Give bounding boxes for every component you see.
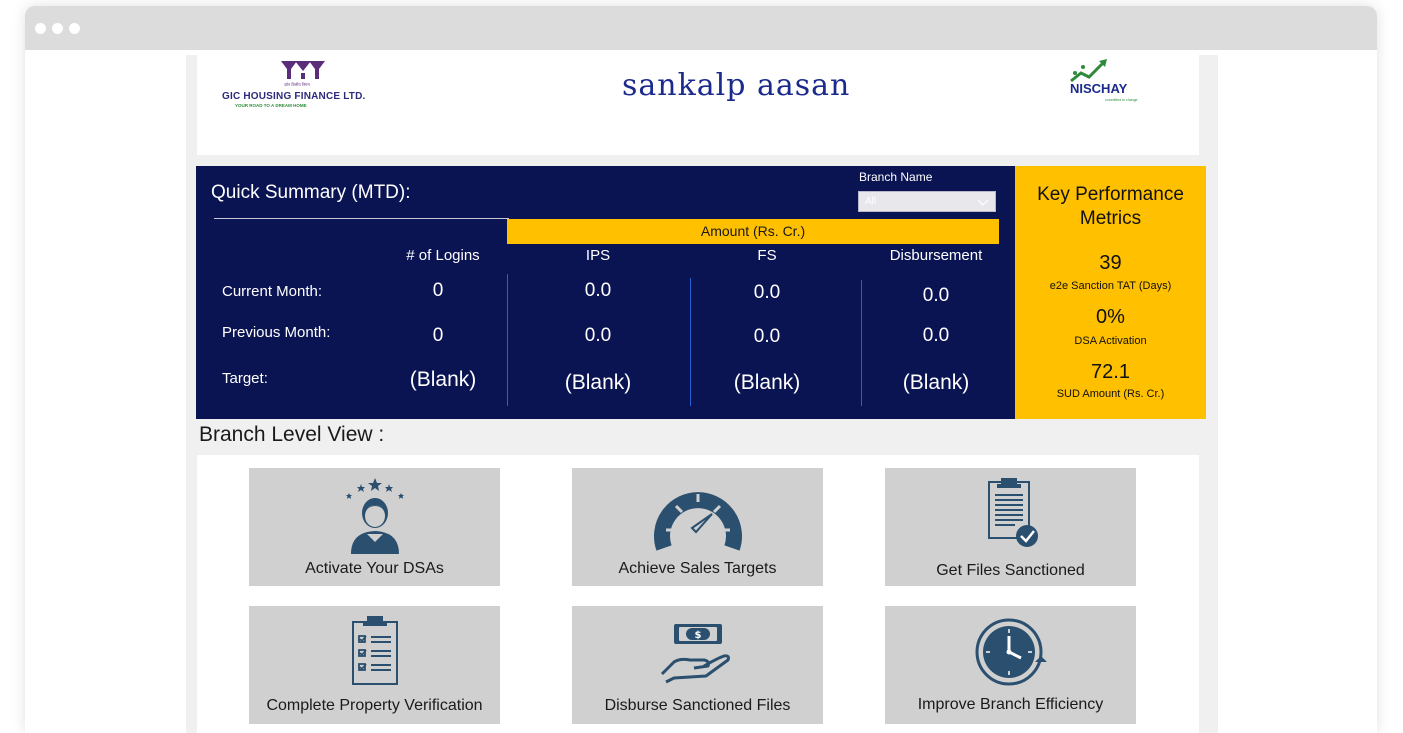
window-dot-icon[interactable] xyxy=(52,23,63,34)
summary-divider xyxy=(214,218,509,219)
branch-filter-label: Branch Name xyxy=(859,170,933,184)
checklist-icon xyxy=(347,614,403,688)
nischay-tagline: committed to change xyxy=(1105,98,1138,102)
browser-titlebar xyxy=(25,6,1377,50)
window-dot-icon[interactable] xyxy=(35,23,46,34)
tile-improve-branch-efficiency[interactable] xyxy=(885,606,1136,724)
quick-summary-title: Quick Summary (MTD): xyxy=(211,182,411,203)
report-canvas xyxy=(186,55,1218,733)
row-label-target: Target: xyxy=(222,370,268,387)
clock-icon xyxy=(971,614,1051,688)
gic-housing-logo xyxy=(222,59,392,119)
speedometer-icon xyxy=(652,476,744,556)
branch-actions-area xyxy=(197,455,1199,733)
nischay-logo xyxy=(1067,59,1147,109)
amount-header: Amount (Rs. Cr.) xyxy=(507,219,999,244)
target-disbursement-value: (Blank) xyxy=(902,371,970,394)
kpi-dsa-activation-value: 0% xyxy=(1096,306,1125,328)
kpi-dsa-activation-label: DSA Activation xyxy=(1074,335,1147,347)
money-hand-icon xyxy=(660,614,736,684)
kpi-title: Key Performance Metrics xyxy=(1037,184,1184,229)
gic-houses-icon xyxy=(279,59,327,83)
clipboard-check-icon xyxy=(981,476,1041,550)
tile-label: Complete Property Verification xyxy=(266,697,483,714)
tile-activate-dsas[interactable] xyxy=(249,468,500,586)
gic-small-text: ज़ोन वित्तीय निगम xyxy=(284,82,310,87)
previous-ips-value: 0.0 xyxy=(584,325,612,346)
column-header-ips: IPS xyxy=(585,247,611,264)
gic-company-name: GIC HOUSING FINANCE LTD. xyxy=(222,91,366,102)
current-ips-value: 0.0 xyxy=(584,280,612,301)
tile-get-files-sanctioned[interactable] xyxy=(885,468,1136,586)
kpi-panel xyxy=(1015,166,1206,419)
star-person-icon xyxy=(339,476,411,554)
current-disbursement-value: 0.0 xyxy=(922,285,950,306)
window-dot-icon[interactable] xyxy=(69,23,80,34)
row-label-current-month: Current Month: xyxy=(222,283,323,300)
report-header xyxy=(197,55,1199,155)
branch-dropdown-value: All xyxy=(865,196,877,207)
tile-achieve-sales-targets[interactable] xyxy=(572,468,823,586)
column-header-fs: FS xyxy=(757,247,777,264)
browser-window xyxy=(25,6,1377,733)
tile-disburse-sanctioned-files[interactable] xyxy=(572,606,823,724)
current-logins-value: 0 xyxy=(432,280,444,301)
tile-label: Improve Branch Efficiency xyxy=(917,696,1104,713)
chevron-down-icon xyxy=(976,195,990,209)
column-divider xyxy=(690,278,691,406)
branch-name-dropdown[interactable] xyxy=(858,191,996,212)
target-ips-value: (Blank) xyxy=(564,371,632,394)
tile-label: Get Files Sanctioned xyxy=(936,562,1085,579)
column-divider xyxy=(861,280,862,406)
target-logins-value: (Blank) xyxy=(409,368,477,391)
kpi-sud-amount-label: SUD Amount (Rs. Cr.) xyxy=(1056,388,1165,400)
kpi-sanction-tat-value: 39 xyxy=(1099,252,1122,274)
tile-label: Achieve Sales Targets xyxy=(618,560,777,577)
current-fs-value: 0.0 xyxy=(753,282,781,303)
target-fs-value: (Blank) xyxy=(733,371,801,394)
branch-level-view-title: Branch Level View : xyxy=(199,423,385,446)
column-header-disbursement: Disbursement xyxy=(889,247,983,264)
gic-tagline: YOUR ROAD TO A DREAM HOME xyxy=(235,103,307,108)
column-divider xyxy=(507,274,508,406)
svg-text:$: $ xyxy=(694,630,701,641)
app-title: sankalp aasan xyxy=(622,68,851,103)
nischay-name: NISCHAY xyxy=(1070,81,1128,96)
tile-label: Disburse Sanctioned Files xyxy=(604,697,791,714)
previous-logins-value: 0 xyxy=(432,325,444,346)
previous-disbursement-value: 0.0 xyxy=(922,325,950,346)
previous-fs-value: 0.0 xyxy=(753,326,781,347)
kpi-sanction-tat-label: e2e Sanction TAT (Days) xyxy=(1049,280,1172,292)
quick-summary-panel xyxy=(196,166,1015,419)
kpi-sud-amount-value: 72.1 xyxy=(1091,361,1130,383)
tile-complete-property-verification[interactable] xyxy=(249,606,500,724)
column-header-logins: # of Logins xyxy=(406,247,480,264)
tile-label: Activate Your DSAs xyxy=(305,560,444,577)
page-viewport xyxy=(25,50,1377,733)
row-label-previous-month: Previous Month: xyxy=(222,324,331,341)
